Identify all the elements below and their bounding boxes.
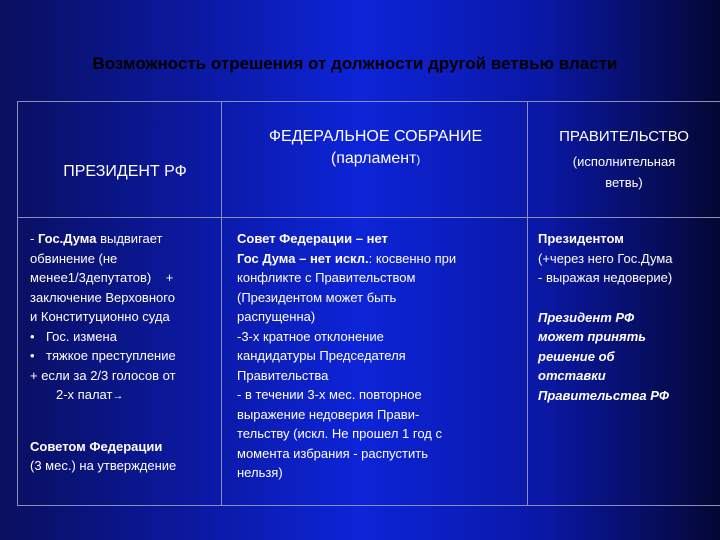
parliament-line: конфликте с Правительством — [237, 270, 416, 285]
table-bottom-border — [17, 505, 720, 506]
header-parliament-line2: (парламент) — [330, 150, 421, 167]
president-line: обвинение (не — [30, 250, 118, 266]
parliament-line: тельству (искл. Не прошел 1 год с — [237, 426, 442, 441]
president-line: менее1/3депутатов) + — [30, 270, 174, 285]
government-line: решение об — [538, 348, 615, 364]
government-line: Правительства РФ — [538, 387, 670, 403]
bullet-icon: • — [30, 348, 35, 363]
table-top-border — [17, 101, 720, 102]
government-line: отставки — [538, 368, 606, 383]
president-line: и Конституционно суда — [30, 309, 170, 324]
president-bullet-item: • Гос. измена — [30, 327, 220, 347]
parliament-line: (Президентом может быть — [237, 289, 397, 305]
government-line: (+через него Гос.Дума — [538, 250, 673, 266]
parliament-line: Гос Дума – нет искл.: косвенно при — [237, 250, 457, 266]
arrow-icon: → — [112, 390, 124, 402]
president-column — [30, 229, 220, 476]
bullet-icon: • — [30, 328, 35, 344]
government-line: Президентом — [538, 231, 624, 246]
parliament-line: Совет Федерации – нет — [237, 231, 388, 246]
government-line: может принять — [538, 329, 646, 344]
parliament-line: - в течении 3-х мес. повторное — [237, 387, 422, 402]
header-government — [530, 127, 718, 193]
header-president: ПРЕЗИДЕНТ РФ — [63, 163, 187, 180]
parliament-line: -3-х кратное отклонение — [237, 328, 384, 344]
header-parliament-line1: ФЕДЕРАЛЬНОЕ СОБРАНИЕ — [268, 128, 483, 145]
president-line: 2-х палат→ — [56, 387, 124, 402]
slide-title: Возможность отрешения от должности другой ветвью власти — [92, 54, 618, 73]
president-line: + если за 2/3 голосов от — [30, 367, 176, 383]
header-government-line3: ветвь) — [605, 175, 643, 190]
president-line: заключение Верховного — [30, 289, 175, 305]
government-line: Президент РФ — [538, 309, 635, 325]
column-divider-1 — [221, 101, 222, 506]
header-government-line2: (исполнительная — [572, 154, 676, 169]
header-parliament — [228, 126, 523, 171]
parliament-line: распущенна) — [237, 309, 316, 324]
parliament-line: нельзя) — [237, 465, 283, 480]
parliament-line: момента избрания - распустить — [237, 445, 428, 461]
header-divider — [17, 217, 720, 218]
column-divider-2 — [527, 101, 528, 506]
president-line: - Гос.Дума выдвигает — [30, 231, 163, 246]
president-line: (3 мес.) на утверждение — [30, 458, 177, 473]
president-line: Советом Федерации — [30, 438, 163, 454]
parliament-line: выражение недоверия Прави- — [237, 406, 420, 422]
president-bullet-item: • тяжкое преступление — [30, 346, 220, 366]
government-column — [538, 229, 718, 405]
parliament-column — [237, 229, 527, 483]
parliament-line: Правительства — [237, 367, 329, 383]
header-government-line1: ПРАВИТЕЛЬСТВО — [559, 128, 689, 145]
parliament-line: кандидатуры Председателя — [237, 348, 406, 363]
government-line: - выражая недоверие) — [538, 270, 673, 285]
table-left-border — [17, 101, 18, 506]
